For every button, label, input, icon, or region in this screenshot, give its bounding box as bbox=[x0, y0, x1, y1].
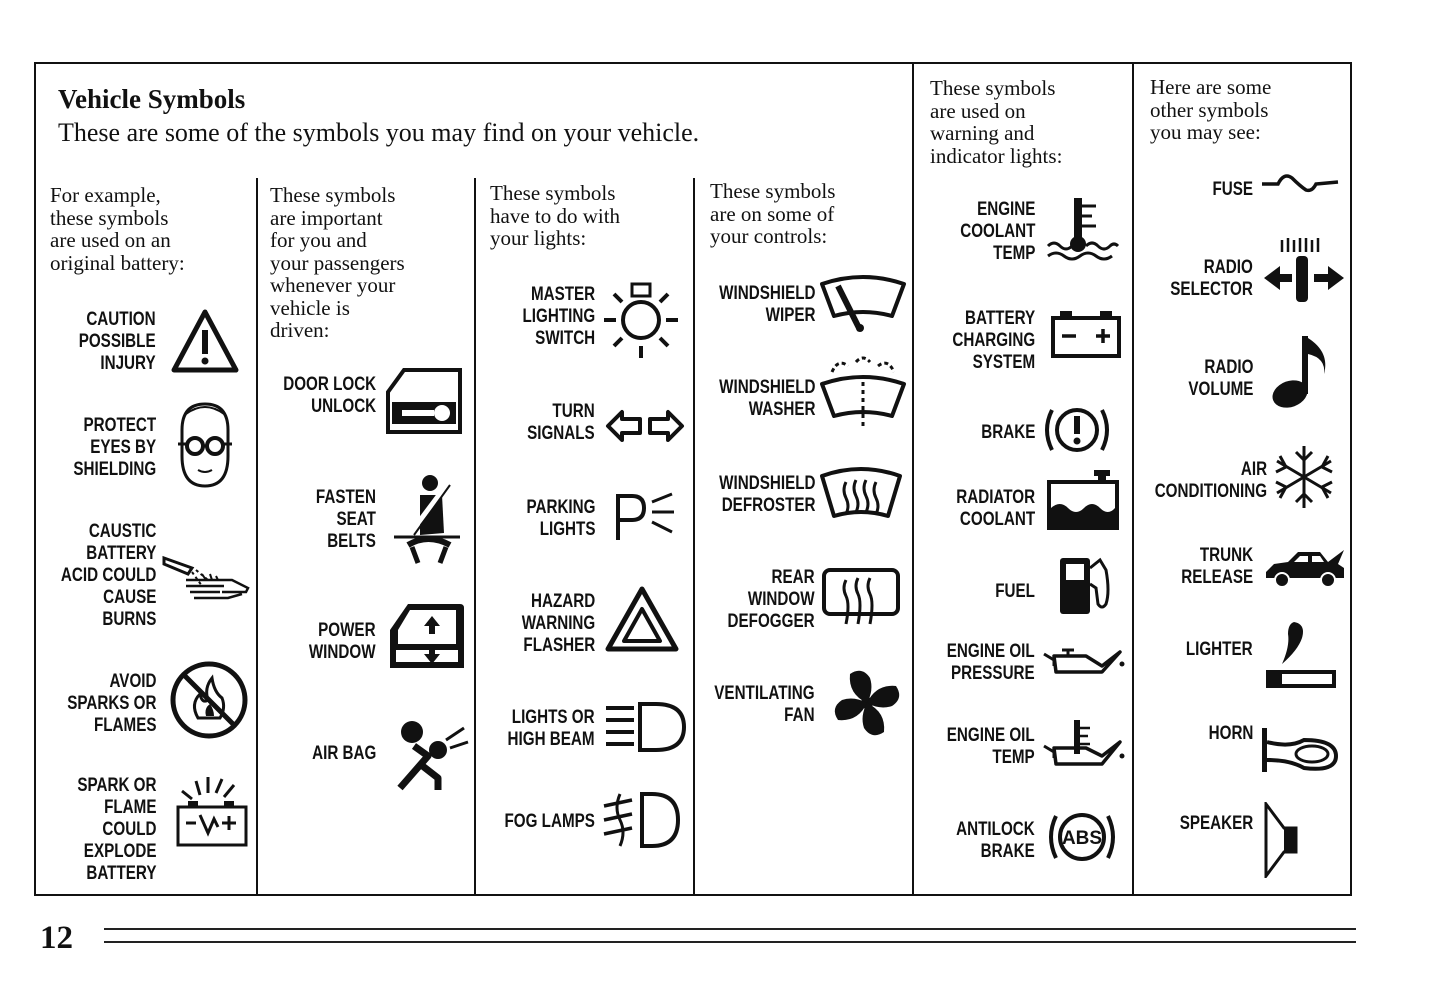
symbol-label: CAUTION POSSIBLE INJURY bbox=[79, 308, 156, 374]
symbol-label: AIR BAG bbox=[311, 742, 376, 764]
symbol-label: SPARK OR FLAME COULD EXPLODE BATTERY bbox=[76, 774, 156, 884]
radio-selector-icon bbox=[1262, 234, 1346, 306]
lighter-icon bbox=[1264, 620, 1338, 692]
car-trunk-icon bbox=[1264, 548, 1346, 590]
symbol-label: SPEAKER bbox=[1179, 812, 1253, 834]
column-divider bbox=[693, 178, 695, 894]
symbol-label: RADIO VOLUME bbox=[1187, 356, 1253, 400]
column-divider bbox=[912, 64, 914, 894]
oil-can-icon bbox=[1042, 638, 1126, 678]
abs-icon bbox=[1046, 808, 1118, 866]
music-note-icon bbox=[1268, 332, 1334, 412]
symbol-label: WINDSHIELD DEFROSTER bbox=[718, 472, 815, 516]
speaker-icon bbox=[1262, 802, 1302, 878]
symbol-label: CAUSTIC BATTERY ACID COULD CAUSE BURNS bbox=[60, 520, 156, 630]
page-subtitle: These are some of the symbols you may find on your vehicle. bbox=[58, 118, 700, 147]
battery-spark-icon bbox=[174, 775, 250, 849]
symbol-label: FASTEN SEAT BELTS bbox=[315, 486, 376, 552]
symbol-label: ANTILOCK BRAKE bbox=[956, 818, 1035, 862]
no-flame-icon bbox=[168, 660, 250, 740]
page-number: 12 bbox=[40, 920, 73, 956]
symbol-label: RADIATOR COOLANT bbox=[956, 486, 1035, 530]
symbol-label: HAZARD WARNING FLASHER bbox=[521, 590, 595, 656]
page-title: Vehicle Symbols bbox=[58, 84, 246, 114]
fuse-icon bbox=[1260, 168, 1340, 198]
symbol-label: AVOID SPARKS OR FLAMES bbox=[66, 670, 156, 736]
symbol-label: WINDSHIELD WASHER bbox=[718, 376, 815, 420]
symbol-label: RADIO SELECTOR bbox=[1170, 256, 1253, 300]
symbol-label: PARKING LIGHTS bbox=[525, 496, 595, 540]
turn-signal-icon bbox=[604, 406, 686, 446]
symbol-label: REAR WINDOW DEFOGGER bbox=[727, 566, 815, 632]
symbol-label: ENGINE OIL TEMP bbox=[947, 724, 1035, 768]
brake-icon bbox=[1042, 400, 1112, 460]
column-intro: For example, these symbols are used on an original battery: bbox=[50, 183, 185, 275]
column-divider bbox=[256, 178, 258, 894]
symbol-label: LIGHTS OR HIGH BEAM bbox=[507, 706, 595, 750]
symbol-label: DOOR LOCK UNLOCK bbox=[283, 373, 376, 417]
symbol-label: ENGINE COOLANT TEMP bbox=[959, 198, 1035, 264]
warning-triangle-icon bbox=[170, 308, 240, 374]
column-divider bbox=[474, 178, 476, 894]
door-lock-icon bbox=[384, 366, 464, 436]
column-intro: These symbols are important for you and your passengers whenever your vehicle is driven: bbox=[270, 183, 405, 342]
symbol-label: LIGHTER bbox=[1186, 638, 1253, 660]
footer-rule bbox=[104, 941, 1356, 943]
fan-icon bbox=[828, 664, 906, 742]
rear-defog-icon bbox=[820, 566, 902, 628]
fog-lamp-icon bbox=[602, 790, 682, 850]
symbol-label: AIR CONDITIONING bbox=[1154, 458, 1267, 502]
high-beam-icon bbox=[604, 700, 688, 754]
radiator-icon bbox=[1046, 468, 1120, 532]
column-intro: These symbols are on some of your controls: bbox=[710, 179, 836, 248]
power-window-icon bbox=[386, 600, 466, 672]
symbol-label: FOG LAMPS bbox=[504, 810, 595, 832]
washer-icon bbox=[818, 352, 908, 432]
column-intro: These symbols are used on warning and indicator lights: bbox=[930, 76, 1063, 168]
face-goggles-icon bbox=[174, 400, 236, 490]
seat-belt-icon bbox=[390, 473, 466, 565]
coolant-temp-icon bbox=[1044, 196, 1120, 264]
wiper-icon bbox=[818, 272, 908, 336]
master-lighting-icon bbox=[602, 280, 680, 360]
acid-hand-icon bbox=[162, 548, 250, 606]
symbol-label: PROTECT EYES BY SHIELDING bbox=[73, 414, 156, 480]
abs-icon-text: ABS bbox=[1061, 828, 1103, 849]
symbol-label: TURN SIGNALS bbox=[527, 400, 595, 444]
front-defrost-icon bbox=[818, 466, 904, 526]
snowflake-icon bbox=[1270, 444, 1338, 510]
symbol-label: MASTER LIGHTING SWITCH bbox=[522, 283, 595, 349]
symbol-label: WINDSHIELD WIPER bbox=[718, 282, 815, 326]
symbol-label: BATTERY CHARGING SYSTEM bbox=[952, 307, 1035, 373]
symbol-label: HORN bbox=[1208, 722, 1253, 744]
column-intro: These symbols have to do with your lights: bbox=[490, 181, 621, 250]
column-divider bbox=[1132, 64, 1134, 894]
symbol-label: ENGINE OIL PRESSURE bbox=[947, 640, 1035, 684]
battery-icon bbox=[1050, 308, 1122, 360]
fuel-pump-icon bbox=[1056, 552, 1116, 618]
symbol-label: TRUNK RELEASE bbox=[1181, 544, 1253, 588]
symbol-label: VENTILATING FAN bbox=[714, 682, 815, 726]
parking-lights-icon bbox=[612, 490, 676, 542]
symbol-label: BRAKE bbox=[980, 421, 1035, 443]
horn-icon bbox=[1260, 724, 1340, 776]
footer-rule bbox=[104, 928, 1356, 930]
symbol-label: FUSE bbox=[1212, 178, 1253, 200]
oil-temp-icon bbox=[1042, 718, 1126, 772]
symbol-label: POWER WINDOW bbox=[309, 619, 376, 663]
air-bag-icon bbox=[394, 716, 470, 792]
column-intro: Here are some other symbols you may see: bbox=[1150, 75, 1272, 144]
symbol-label: FUEL bbox=[995, 580, 1035, 602]
hazard-triangle-icon bbox=[604, 585, 680, 653]
